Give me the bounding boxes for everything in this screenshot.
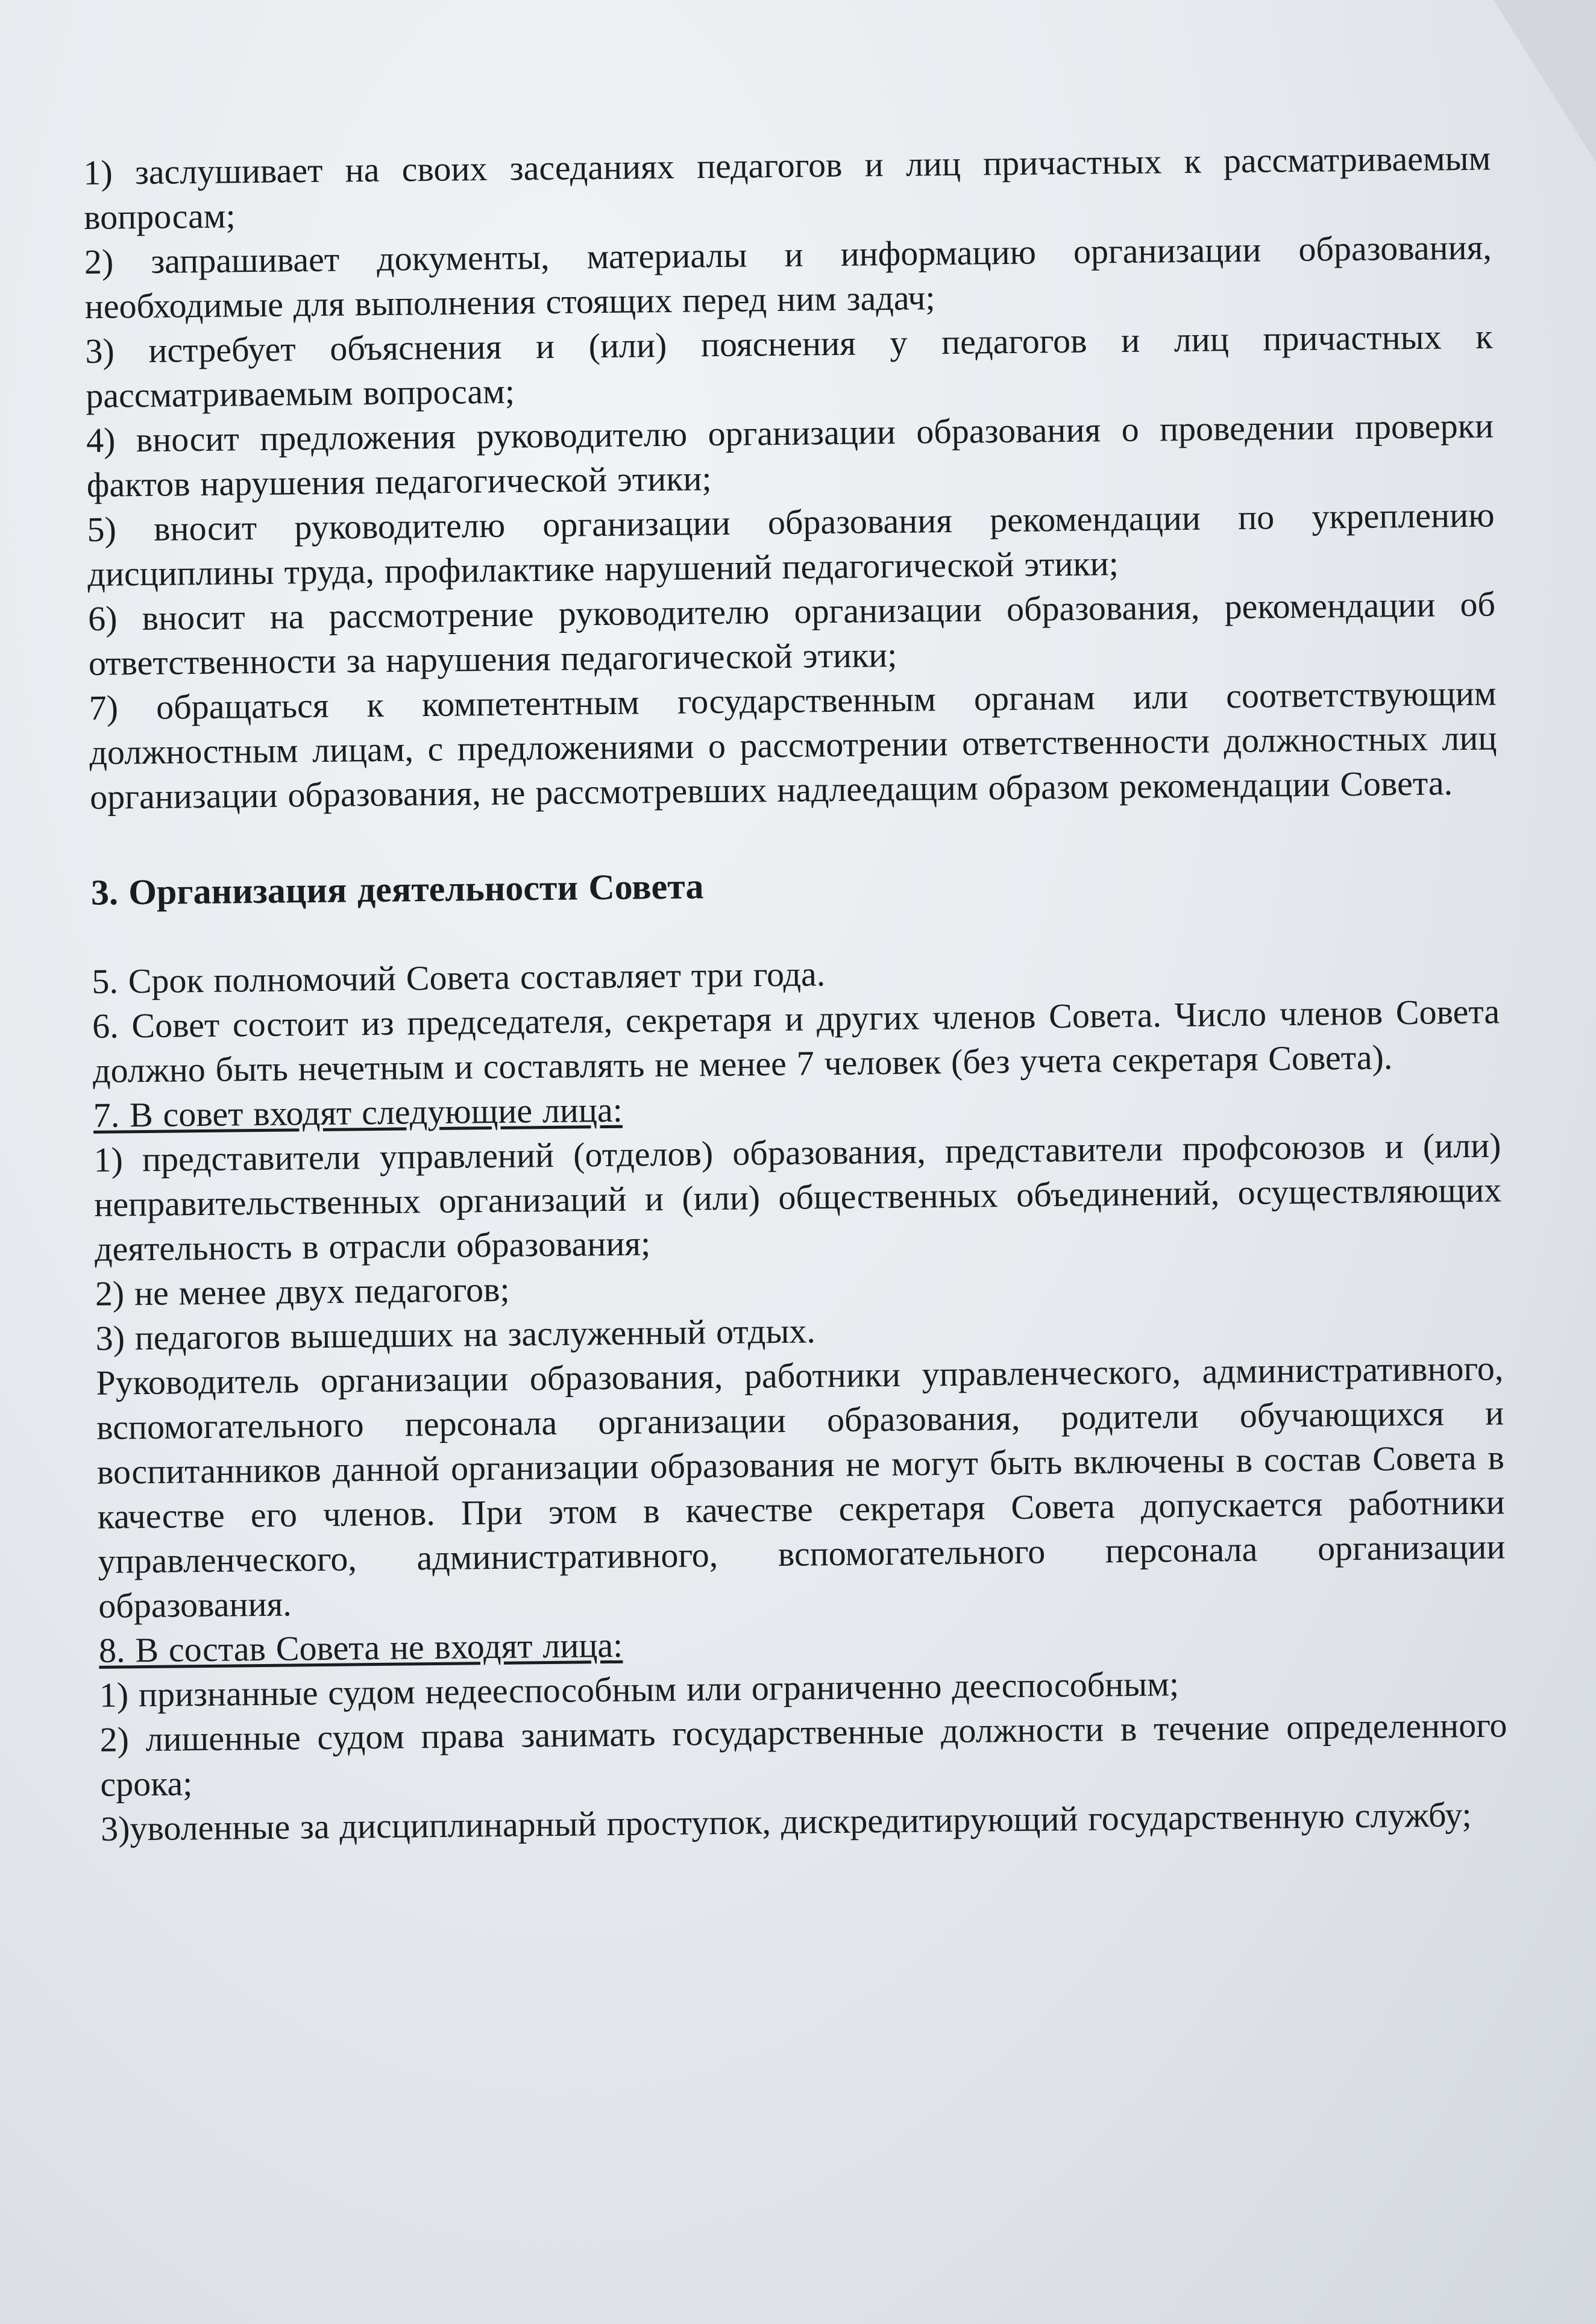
page-corner-shadow	[1494, 0, 1596, 163]
document-content	[83, 136, 1508, 1851]
paragraph-7-title: 7. В совет входят следующие лица:	[93, 1090, 623, 1135]
list-item: 3) педагогов вышедших на заслуженный отдых.	[95, 1311, 816, 1358]
list-item: 5) вносит руководителю организации образования рекомендации по укреплению дисциплины труда, профилактике нарушений педагогической этики;	[87, 495, 1495, 594]
list-item: 1) признанные судом недееспособным или ограниченно дееспособным;	[99, 1664, 1180, 1715]
section-heading: 3. Организация деятельности Совета	[90, 866, 704, 912]
list-item: 2) лишенные судом права занимать государственные должности в течение определенного срока;	[99, 1705, 1507, 1804]
list-item: 1) представители управлений (отделов) образования, представители профсоюзов и (или) неправительственных организаций и (или) общественных объединений, осуществляющих деятельность в отрасли образования;	[93, 1125, 1502, 1269]
paragraph-7-note: Руководитель организации образования, работники управленческого, административного, вспомогательного персонала организации образования, родители обучающихся и воспитанников данной организации образования не могут быть включены в состав Совета в качестве его членов. При этом в качестве секретаря Совета допускается работники управленческого, административного, вспомогательного персонала организации образования.	[96, 1348, 1506, 1625]
paragraph-6: 6. Совет состоит из председателя, секретаря и других членов Совета. Число членов Совета должно быть нечетным и составлять не менее 7 человек (без учета секретаря Совета).	[92, 991, 1500, 1090]
list-item: 6) вносит на рассмотрение руководителю организации образования, рекомендации об ответственности за нарушения педагогической этики;	[87, 584, 1496, 683]
list-item: 3)уволенные за дисциплинарный проступок, дискредитирующий государственную службу;	[100, 1795, 1472, 1848]
list-item: 1) заслушивает на своих заседаниях педагогов и лиц причастных к рассматриваемым вопросам;	[83, 138, 1491, 237]
section-1-list	[83, 136, 1497, 820]
paragraph-5: 5. Срок полномочий Совета составляет три года.	[92, 954, 826, 1001]
section-3-body	[92, 944, 1508, 1851]
list-item: 3) истребует объяснения и (или) пояснения у педагогов и лиц причастных к рассматриваемым вопросам;	[85, 316, 1493, 415]
list-item: 4) вносит предложения руководителю организации образования о проведении проверки фактов нарушения педагогической этики;	[86, 406, 1494, 504]
paragraph-8-title: 8. В состав Совета не входят лица:	[98, 1625, 623, 1670]
list-item: 2) запрашивает документы, материалы и информацию организации образования, необходимые для выполнения стоящих перед ним задач;	[84, 227, 1492, 326]
list-item: 7) обращаться к компетентным государственным органам или соответствующим должностным лицам, с предложениями о рассмотрении ответственности должностных лиц организации образования, не рассмотревших надлеедащим образом рекомендации Совета.	[89, 673, 1497, 817]
list-item: 2) не менее двух педагогов;	[95, 1269, 510, 1313]
